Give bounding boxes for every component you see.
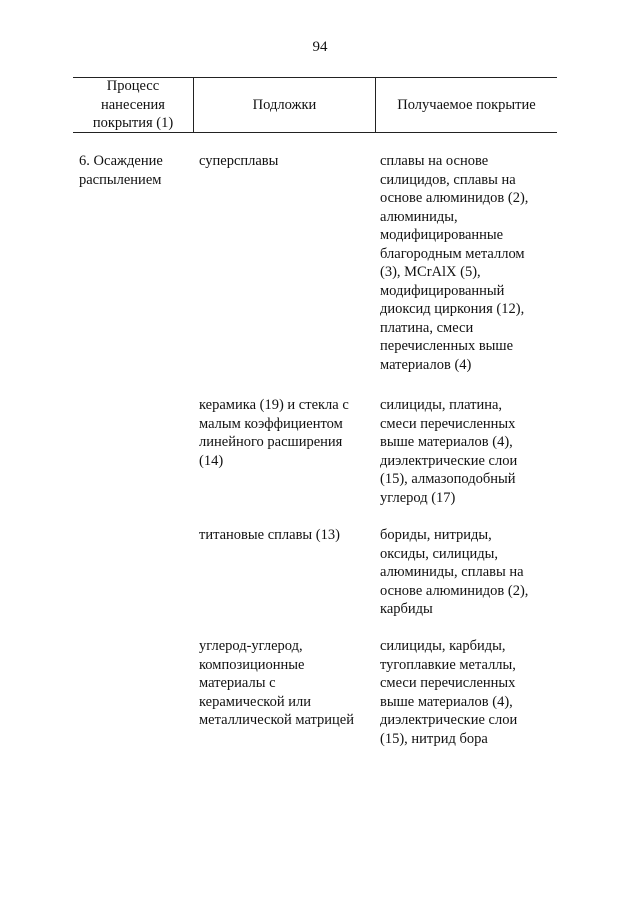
substrate-cell: углерод-углерод, композиционные материалы с керамической или металлической матрицей	[199, 638, 355, 728]
coating-cell: силициды, платина, смеси перечисленных выше материалов (4), диэлектрические слои (15), алмазоподобный углерод (17)	[380, 397, 518, 506]
header-process	[73, 78, 193, 132]
coating-cell: бориды, нитриды, оксиды, силициды, алюминиды, сплавы на основе алюминидов (2), карбиды	[380, 527, 529, 617]
header-coating-label: Получаемое покрытие	[397, 96, 536, 113]
substrate-cell: титановые сплавы (13)	[199, 527, 340, 543]
coating-cell: силициды, карбиды, тугоплавкие металлы, смеси перечисленных выше материалов (4), диэлектрические слои (15), нитрид бора	[380, 638, 518, 747]
header-substrates-label: Подложки	[252, 96, 317, 113]
header-coating	[376, 78, 557, 132]
substrate-cell: керамика (19) и стекла с малым коэффициентом линейного расширения (14)	[199, 397, 349, 469]
coating-cell: сплавы на основе силицидов, сплавы на основе алюминидов (2), алюминиды, модифицированные благородным металлом (3), MCrAlX (5), модифицированный диоксид циркония (12), платина, смеси перечисленных выше материалов (4)	[380, 153, 529, 373]
header-process-label: Процесс нанесения покрытия (1)	[92, 78, 174, 132]
page-number: 94	[312, 39, 328, 55]
header-substrates	[194, 78, 375, 132]
process-cell: 6. Осаждение распылением	[79, 153, 163, 188]
substrate-cell: суперсплавы	[199, 153, 279, 169]
